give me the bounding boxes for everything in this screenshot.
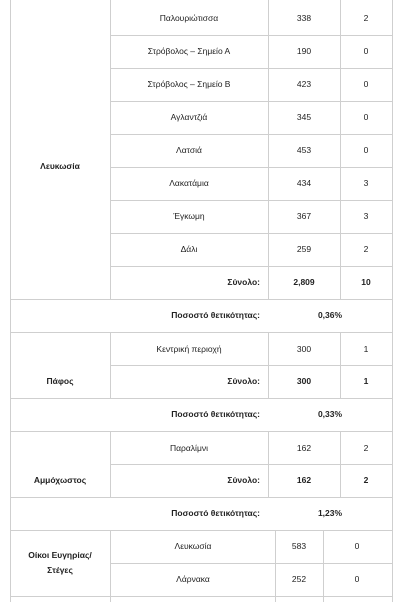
column-divider — [392, 0, 393, 602]
positive-count: 3 — [363, 210, 369, 221]
column-divider — [268, 332, 269, 398]
column-divider — [110, 431, 111, 497]
positivity-rate: 0,33% — [317, 408, 343, 419]
area-name: Λευκωσία — [174, 540, 212, 551]
area-name: Παλουριώτισσα — [159, 12, 219, 23]
positive-count: 2 — [363, 12, 369, 23]
area-name: Έγκωμη — [173, 210, 205, 221]
positive-count: 0 — [363, 45, 369, 56]
column-divider — [268, 0, 269, 299]
column-divider — [110, 530, 111, 602]
column-divider — [10, 0, 11, 602]
section-divider — [10, 530, 392, 531]
row-divider — [110, 464, 392, 465]
tests-count: 367 — [296, 210, 312, 221]
row-divider — [110, 68, 392, 69]
total-positive: 2 — [363, 474, 369, 485]
positivity-label: Ποσοστό θετικότητας: — [171, 309, 260, 320]
row-divider — [110, 35, 392, 36]
region-name: Λευκωσία — [40, 160, 80, 171]
total-tests: 2,809 — [293, 276, 315, 287]
area-name: Δάλι — [180, 243, 198, 254]
positive-count: 0 — [363, 144, 369, 155]
column-divider — [268, 431, 269, 497]
tests-count: 453 — [296, 144, 312, 155]
total-label: Σύνολο: — [227, 375, 260, 386]
section-divider — [10, 332, 392, 333]
total-tests: 162 — [296, 474, 312, 485]
total-tests: 300 — [296, 375, 312, 386]
row-divider — [110, 266, 392, 267]
positivity-label: Ποσοστό θετικότητας: — [171, 408, 260, 419]
region-name: Αμμόχωστος — [33, 474, 87, 485]
column-divider — [323, 530, 324, 602]
column-divider — [340, 332, 341, 398]
tests-count: 345 — [296, 111, 312, 122]
positive-count: 3 — [363, 177, 369, 188]
positive-count: 0 — [363, 78, 369, 89]
column-divider — [340, 0, 341, 299]
tests-count: 338 — [296, 12, 312, 23]
row-divider — [110, 200, 392, 201]
row-divider — [110, 167, 392, 168]
row-divider — [10, 299, 392, 300]
column-divider — [110, 332, 111, 398]
tests-count: 423 — [296, 78, 312, 89]
total-label: Σύνολο: — [227, 474, 260, 485]
row-divider — [10, 497, 392, 498]
row-divider — [10, 596, 392, 597]
tests-count: 252 — [291, 573, 307, 584]
area-name: Αγλαντζιά — [170, 111, 208, 122]
area-name: Λατσιά — [176, 144, 202, 155]
column-divider — [110, 0, 111, 299]
area-name: Στρόβολος – Σημείο Α — [147, 45, 231, 56]
row-divider — [110, 365, 392, 366]
region-name: Πάφος — [46, 375, 74, 386]
area-name: Παραλίμνι — [170, 442, 208, 453]
area-name: Κεντρική περιοχή — [156, 343, 222, 354]
row-divider — [110, 134, 392, 135]
section-divider — [10, 431, 392, 432]
total-positive: 10 — [361, 276, 371, 287]
positivity-label: Ποσοστό θετικότητας: — [171, 507, 260, 518]
total-label: Σύνολο: — [227, 276, 260, 287]
tests-count: 259 — [296, 243, 312, 254]
positive-count: 0 — [354, 573, 360, 584]
area-name: Λακατάμια — [169, 177, 209, 188]
row-divider — [110, 233, 392, 234]
tests-count: 162 — [296, 442, 312, 453]
positive-count: 2 — [363, 442, 369, 453]
positive-count: 0 — [363, 111, 369, 122]
positivity-rate: 1,23% — [317, 507, 343, 518]
region-name-line-1: Οίκοι Ευγηρίας/ — [28, 549, 92, 560]
row-divider — [110, 563, 392, 564]
positive-count: 1 — [363, 343, 369, 354]
tests-count: 434 — [296, 177, 312, 188]
area-name: Στρόβολος – Σημείο Β — [147, 78, 231, 89]
region-name-line-2: Στέγες — [47, 564, 73, 575]
positive-count: 0 — [354, 540, 360, 551]
row-divider — [110, 101, 392, 102]
tests-count: 583 — [291, 540, 307, 551]
tests-count: 300 — [296, 343, 312, 354]
positive-count: 2 — [363, 243, 369, 254]
row-divider — [10, 398, 392, 399]
column-divider — [340, 431, 341, 497]
column-divider — [275, 530, 276, 602]
area-name: Λάρνακα — [176, 573, 210, 584]
positivity-rate: 0,36% — [317, 309, 343, 320]
total-positive: 1 — [363, 375, 369, 386]
tests-count: 190 — [296, 45, 312, 56]
